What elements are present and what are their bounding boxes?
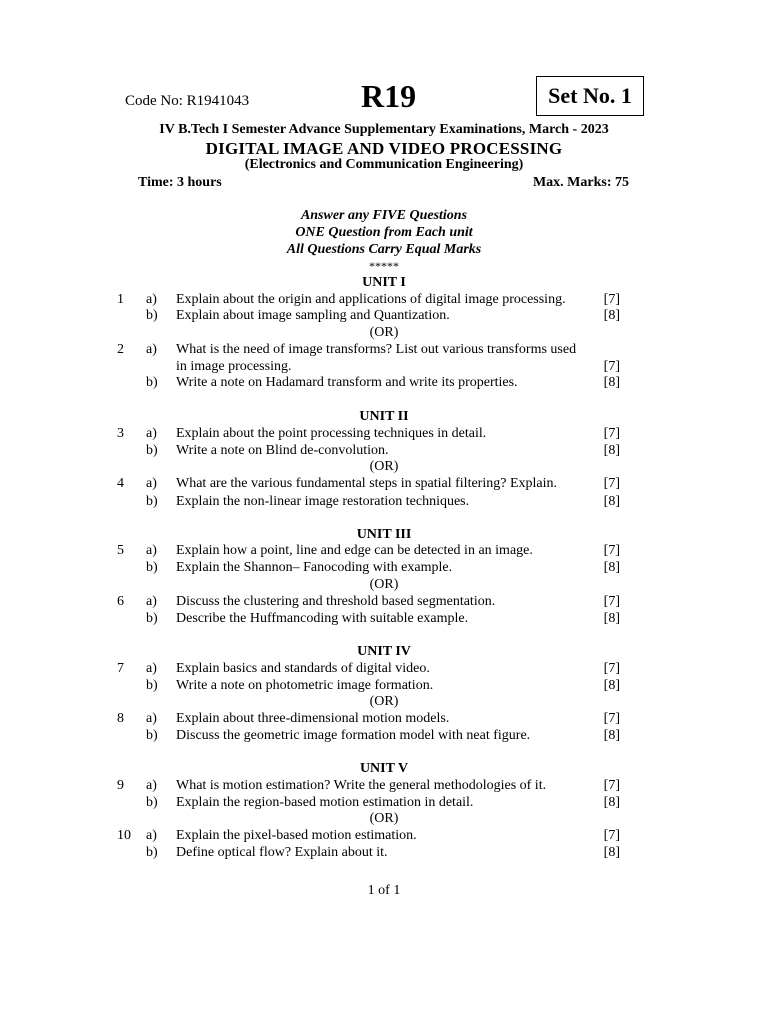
part-label: a) [146,778,157,793]
separator-stars: ***** [369,259,399,273]
page-number: 1 of 1 [367,883,401,898]
part-label: a) [146,594,157,609]
part-label: b) [146,443,158,458]
question-marks: [8] [603,678,620,693]
code-number: Code No: R1941043 [125,93,250,109]
question-marks: [8] [603,560,620,575]
instruction-line-1: Answer any FIVE Questions [300,208,468,223]
question-number: 4 [117,476,124,491]
question-text: Explain the non-linear image restoration techniques. [176,494,470,509]
question-marks: [7] [603,543,620,558]
exam-title: IV B.Tech I Semester Advance Supplementary Examinations, March - 2023 [159,122,609,137]
part-label: a) [146,342,157,357]
or-separator: (OR) [369,694,399,709]
question-text: Explain the Shannon– Fanocoding with example. [176,560,453,575]
question-marks: [7] [603,426,620,441]
instruction-line-2: ONE Question from Each unit [295,225,473,240]
question-text: Explain about image sampling and Quantization. [176,308,450,323]
question-text: Discuss the geometric image formation model with neat figure. [176,728,531,743]
question-text: Explain how a point, line and edge can be detected in an image. [176,543,533,558]
part-label: a) [146,476,157,491]
subject-title: DIGITAL IMAGE AND VIDEO PROCESSING [205,139,563,158]
part-label: a) [146,292,157,307]
question-marks: [8] [603,795,620,810]
question-marks: [7] [603,661,620,676]
part-label: a) [146,711,157,726]
question-text: What is the need of image transforms? List out various transforms used [176,342,577,357]
question-number: 9 [117,778,124,793]
part-label: b) [146,678,158,693]
part-label: a) [146,543,157,558]
question-marks: [7] [603,828,620,843]
part-label: b) [146,560,158,575]
question-text: Write a note on photometric image formation. [176,678,434,693]
question-text-continued: in image processing. [176,359,292,374]
question-text: What are the various fundamental steps in spatial filtering? Explain. [176,476,557,491]
question-marks: [7] [603,292,620,307]
instruction-line-3: All Questions Carry Equal Marks [286,242,482,257]
question-text: Discuss the clustering and threshold based segmentation. [176,594,496,609]
question-marks: [8] [603,308,620,323]
question-text: Explain about the origin and applications of digital image processing. [176,292,566,307]
question-text: Explain about three-dimensional motion models. [176,711,450,726]
question-number: 10 [117,828,131,843]
question-number: 1 [117,292,124,307]
unit-heading: UNIT III [356,527,412,542]
question-number: 5 [117,543,124,558]
question-marks: [8] [603,611,620,626]
question-text: Explain basics and standards of digital video. [176,661,430,676]
question-marks: [8] [603,494,620,509]
question-text: What is motion estimation? Write the general methodologies of it. [176,778,547,793]
unit-heading: UNIT V [359,761,409,776]
regulation-label: R19 [361,78,417,114]
part-label: a) [146,828,157,843]
part-label: b) [146,795,158,810]
question-text: Write a note on Hadamard transform and write its properties. [176,375,518,390]
unit-heading: UNIT IV [357,644,411,659]
question-text: Describe the Huffmancoding with suitable example. [176,611,469,626]
set-number-box: Set No. 1 [536,76,644,116]
part-label: b) [146,308,158,323]
part-label: a) [146,661,157,676]
part-label: b) [146,728,158,743]
question-marks: [7] [603,594,620,609]
question-number: 7 [117,661,124,676]
question-marks: [7] [603,476,620,491]
branch-name: (Electronics and Communication Engineering) [244,157,524,172]
question-marks: [8] [603,375,620,390]
or-separator: (OR) [369,459,399,474]
question-text: Define optical flow? Explain about it. [176,845,388,860]
part-label: b) [146,375,158,390]
question-text: Explain about the point processing techniques in detail. [176,426,487,441]
question-marks: [8] [603,845,620,860]
part-label: b) [146,494,158,509]
unit-heading: UNIT II [359,409,409,424]
question-marks: [7] [603,778,620,793]
part-label: b) [146,611,158,626]
or-separator: (OR) [369,577,399,592]
part-label: a) [146,426,157,441]
question-text: Explain the pixel-based motion estimation. [176,828,417,843]
question-number: 8 [117,711,124,726]
question-number: 6 [117,594,124,609]
question-text: Explain the region-based motion estimation in detail. [176,795,474,810]
question-marks: [7] [603,359,620,374]
question-number: 2 [117,342,124,357]
part-label: b) [146,845,158,860]
or-separator: (OR) [369,325,399,340]
question-marks: [8] [603,443,620,458]
question-marks: [8] [603,728,620,743]
exam-duration: Time: 3 hours [138,175,222,190]
max-marks: Max. Marks: 75 [532,175,629,190]
question-number: 3 [117,426,124,441]
or-separator: (OR) [369,811,399,826]
unit-heading: UNIT I [362,275,406,290]
question-text: Write a note on Blind de-convolution. [176,443,389,458]
question-marks: [7] [603,711,620,726]
